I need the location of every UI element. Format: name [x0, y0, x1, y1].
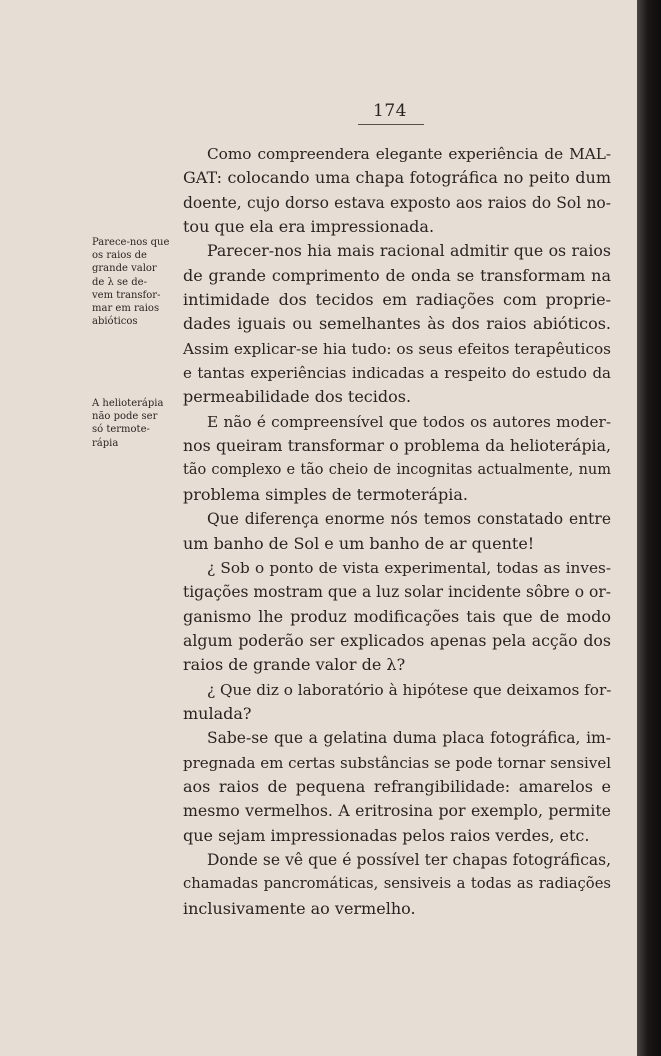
- text-line: e tantas experiências indicadas a respeito do estudo da: [183, 364, 611, 383]
- margin-note-line: grande valor: [92, 263, 157, 275]
- text-line: algum poderão ser explicados apenas pela acção dos: [183, 630, 611, 650]
- text-line: intimidade dos tecidos em radiações com proprie-: [183, 290, 611, 310]
- margin-note-line: abióticos: [92, 316, 138, 328]
- text-line: Assim explicar-se hia tudo: os seus efeitos terapêuticos: [183, 339, 611, 358]
- text-line: ¿ Que diz o laboratório à hipótese que deixamos for-: [207, 680, 612, 699]
- text-line: raios de grande valor de λ?: [183, 655, 406, 675]
- text-line: tigações mostram que a luz solar incidente sôbre o or-: [183, 583, 611, 602]
- text-line: um banho de Sol e um banho de ar quente!: [183, 533, 535, 553]
- book-spine-shadow: [637, 0, 661, 1056]
- text-line: ¿ Sob o ponto de vista experimental, todas as inves-: [207, 558, 611, 577]
- text-line: dades iguais ou semelhantes às dos raios abióticos.: [183, 314, 611, 334]
- text-line: Como compreendera elegante experiência de MAL-: [207, 145, 611, 163]
- margin-note-line: vem transfor-: [92, 289, 161, 301]
- margin-note-raios: [92, 236, 178, 328]
- margin-note-line: os raios de: [92, 250, 147, 262]
- margin-note-line: Parece-nos que: [92, 237, 170, 248]
- text-line: pregnada em certas substâncias se pode tornar sensivel: [183, 753, 611, 772]
- margin-note-line: só termote-: [92, 424, 150, 436]
- text-line: ganismo lhe produz modificações tais que de modo: [183, 606, 611, 626]
- text-line: mulada?: [183, 703, 252, 723]
- text-line: Que diferença enorme nós temos constatado entre: [207, 510, 611, 529]
- text-line: chamadas pancromáticas, sensiveis a todas as radiações: [183, 875, 611, 893]
- body-text: [183, 142, 611, 921]
- text-line: Donde se vê que é possível ter chapas fotográficas,: [207, 850, 611, 869]
- page-number: 174: [373, 101, 407, 121]
- text-line: inclusivamente ao vermelho.: [183, 898, 416, 918]
- text-line: tão complexo e tão cheio de incognitas actualmente, num: [183, 462, 611, 479]
- text-line: problema simples de termoterápia.: [183, 484, 468, 504]
- text-line: tou que ela era impressionada.: [183, 217, 435, 237]
- text-line: doente, cujo dorso estava exposto aos raios do Sol no-: [183, 193, 611, 212]
- text-line: Parecer-nos hia mais racional admitir que os raios: [207, 241, 611, 261]
- margin-note-line: A helioterápia: [92, 398, 164, 409]
- margin-note-line: mar em raios: [92, 303, 160, 315]
- text-line: GAT: colocando uma chapa fotográfica no peito dum: [183, 168, 611, 188]
- margin-note-helioterapia: [92, 397, 178, 450]
- text-line: nos queiram transformar o problema da helioterápia,: [183, 436, 611, 456]
- text-line: mesmo vermelhos. A eritrosina por exemplo, permite: [183, 801, 611, 821]
- text-line: permeabilidade dos tecidos.: [183, 387, 412, 407]
- margin-note-line: rápia: [92, 437, 119, 449]
- margin-note-line: de λ se de-: [92, 276, 147, 288]
- text-line: Sabe-se que a gelatina duma placa fotográfica, im-: [207, 729, 611, 748]
- page-number-rule: [358, 124, 424, 125]
- text-line: de grande comprimento de onda se transformam na: [183, 265, 611, 285]
- margin-note-line: não pode ser: [92, 411, 158, 423]
- text-line: E não é compreensível que todos os autores moder-: [207, 412, 611, 431]
- text-line: que sejam impressionadas pelos raios verdes, etc.: [183, 825, 590, 845]
- text-line: aos raios de pequena refrangibilidade: amarelos e: [183, 776, 611, 796]
